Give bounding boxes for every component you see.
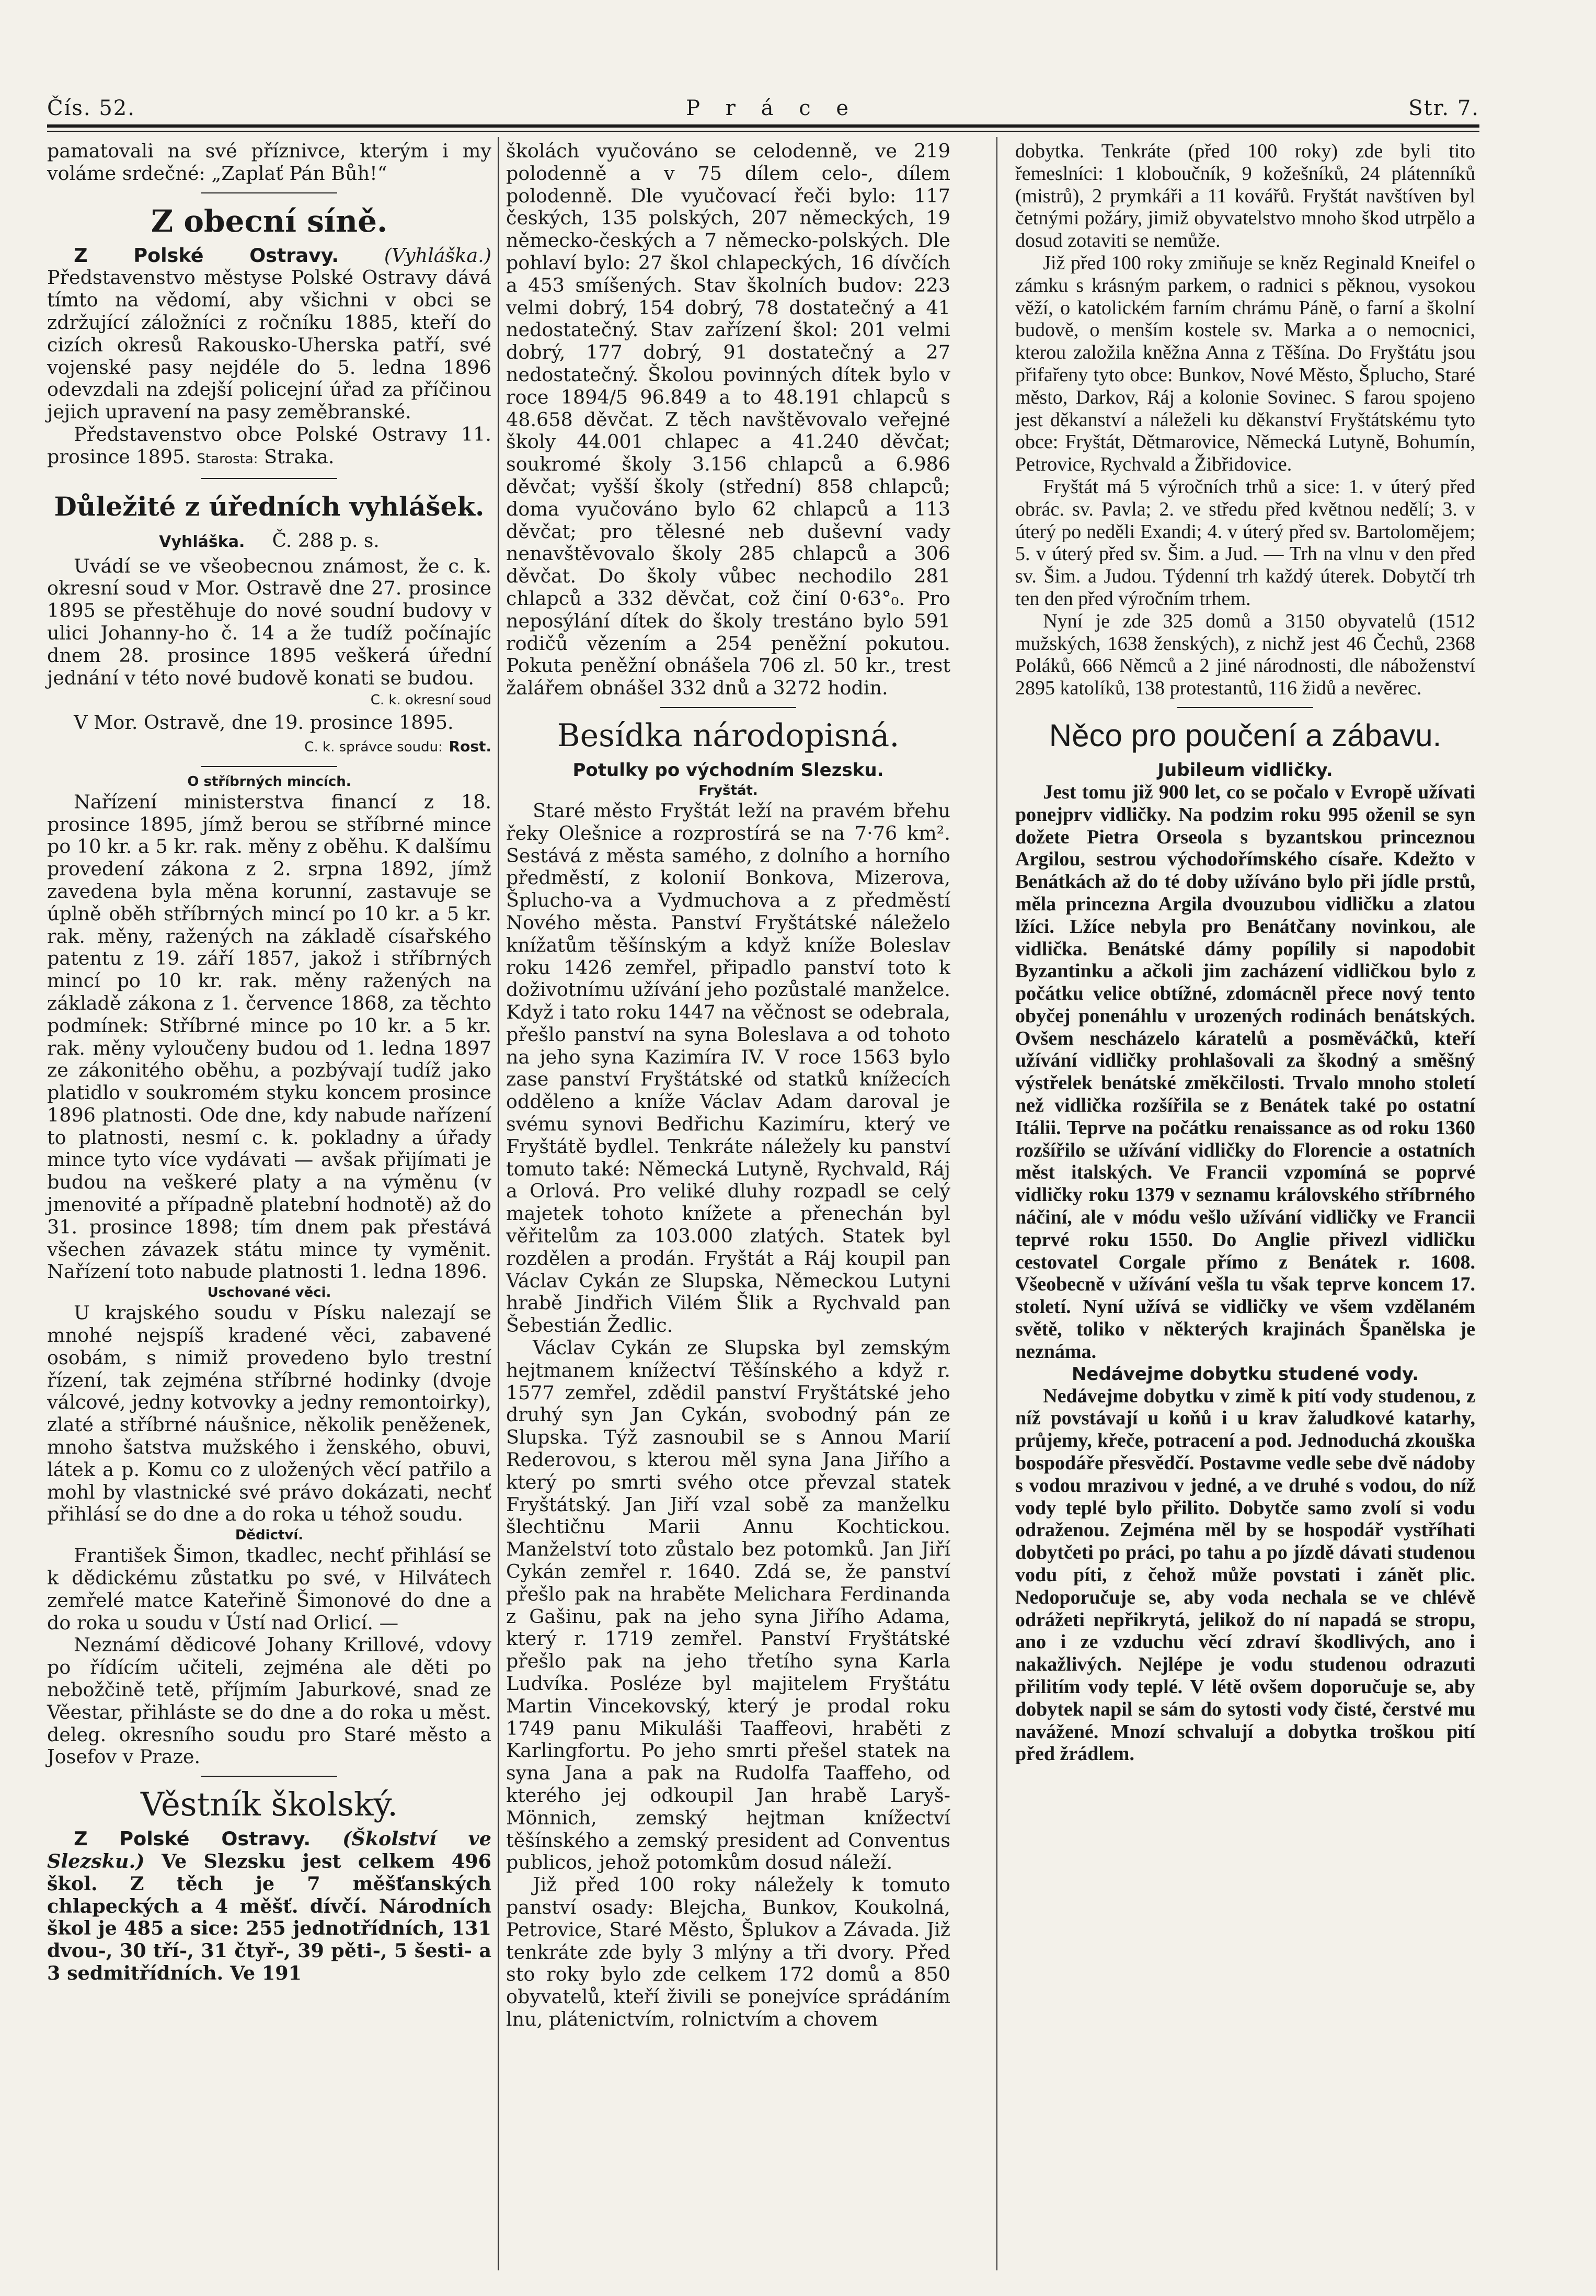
paragraph: Neznámí dědicové Johany Krillové, vdovy po řídícím učiteli, zejména ale děti po nebožčině tetě, příjmím Jaburkové, snad ze Věestar, přihláste se do dne a do roka u měst. deleg. okresního soudu pro Staré město a Josefov v Praze.: [47, 1634, 491, 1768]
subsection-heading: O stříbrných mincích.: [187, 773, 351, 790]
column-2: [506, 140, 950, 2031]
paragraph: dobytka. Tenkráte (před 100 roky) zde byli tito řemeslníci: 1 kloboučník, 9 kožešníků, 24 plátenníků (mistrů), 2 prymkáři a 11 kovářů. Fryštát navštíven byl četnými požáry, jimiž obyvatelstvo mnoho škod utrpělo a dosud zotaviti se nemůže.: [1015, 140, 1475, 252]
separator-rule: [201, 478, 337, 479]
section-heading: Důležité z úředních vyhlášek.: [54, 490, 485, 522]
notice-type: (Vyhláška.): [384, 244, 491, 267]
article-heading: Potulky po východním Slezsku.: [572, 759, 884, 781]
place-label: Z Polské Ostravy.: [74, 244, 339, 267]
place-label: Z Polské Ostravy.: [74, 1827, 311, 1850]
paragraph: Staré město Fryštát leží na pravém břehu řeky Olešnice a rozprostírá se na 7·76 km². Sestává z města samého, z dolního a horního předměstí, z kolonií Bonkova, Mizerova, Šplucho-va a Vydmuchova a z předměstí Nového města. Panství Fryštátské náleželo knížatům těšínským a když kníže Boleslav roku 1426 zemřel, připadlo panství toto k doživotnímu užívání jeho pozůstalé manželce. Když i tato roku 1447 na věčnost se odebrala, přešlo panství na syna Boleslava a od tohoto na jeho syna Kazimíra IV. V roce 1563 bylo zase panství Fryštátské od statků knížecích odděleno a kníže Václav Adam daroval je svému synovi Bedřichu Kazimíru, který ve Fryštátě bydlel. Tenkráte náležely ku panství tomuto také: Německá Lutyně, Rychvald, Ráj a Orlová. Pro veliké dluhy rozpadl se celý majetek tohoto knížete a přenechán byl věřitelům za 103.000 zlatých. Statek byl rozdělen a prodán. Fryštát a Ráj koupil pan Václav Cykán ze Slupska, Německou Lutyni hrabě Jindřich Vilém Šlik a Rychvald pan Šebestián Žedlic.: [506, 799, 950, 1337]
section-heading: Z obecní síně.: [151, 203, 388, 239]
paragraph: Václav Cykán ze Slupska byl zemským hejtmanem knížectví Těšínského a když r. 1577 zemřel, zdědil panství Fryštátské jeho druhý syn Jan Cykán, svobodný pán ze Slupska. Týž zasnoubil se s Annou Marií Rederovou, s kterou měl syna Jana Jiřího a který po smrti svého otce převzal statek Fryštátský. Jan Jiří vzal sobě za manželku šlechtičnu Marii Annu Kochtickou. Manželství toto zůstalo bez potomků. Jan Jiří Cykán zemřel r. 1640. Zdá se, že panství přešlo pak na hraběte Melichara Ferdinanda z Gašinu, pak na jeho syna Jiřího Adama, který r. 1719 zemřel. Panství Fryštátské přešlo pak na jeho třetího syna Karla Ludvíka. Posléze byl majitelem Fryštátu Martin Vincekovský, který je prodal roku 1749 panu Mikuláši Taaffeovi, hraběti z Karlingfortu. Po jeho smrti přešel statek na syna Jana a pak na Rudolfa Taaffeho, od kterého jej odkoupil Jan hrabě Laryš-Mönnich, zemský hejtman knížectví těšínského a zemský president ad Conventus publicos, jehož potomkům dosud náleží.: [506, 1337, 950, 1874]
column-3: [1015, 140, 1475, 1765]
masthead-title: P r á c e: [686, 96, 858, 120]
paragraph: Fryštát má 5 výročních trhů a sice: 1. v úterý před obrác. sv. Pavla; 2. ve středu před květnou nedělí; 3. v úterý po neděli Exandi; 4. v úterý před sv. Bartolomějem; 5. v úterý před sv. Šim. a Jud. — Trh na vlnu v den před sv. Šim. a Judou. Týdenní trh každý úterek. Dobytčí trh ten den před výročním trhem.: [1015, 475, 1475, 610]
article-heading: Nedávejme dobytku studené vody.: [1071, 1363, 1419, 1385]
page-number: Str. 7.: [1408, 96, 1479, 120]
signature-line: [47, 734, 491, 759]
notice-sign-date: Představenstvo obce Polské Ostravy 11. prosince 1895.: [47, 422, 491, 468]
signature-role: C. k. správce soudu:: [304, 739, 443, 755]
separator-rule: [660, 707, 796, 708]
article-heading: Jubileum vidličky.: [1157, 759, 1333, 781]
paragraph: Již před 100 roky zmiňuje se kněz Reginald Kneifel o zámku s krásným parkem, o radnici s pěknou, vysokou věží, o katolickém farním chrámu Páně, o farní a školní budově, o menším kostele sv. Marka a o nemocnici, kterou založila kněžna Anna z Těšína. Do Fryštátu jsou přifařeny tyto obce: Bunkov, Nové Město, Šplucho, Staré město, Darkov, Ráj a kolonie Sovinec. S farou spojeno jest děkanství a náleželi ku děkanství Fryštátskému tyto obce: Fryštát, Dětmarovice, Německá Lutyně, Bohumín, Petrovice, Rychvald a Žibřidovice.: [1015, 252, 1475, 476]
notice-text: Ve Slezsku jest celkem 496 škol. Z těch je 7 měšťanských chlapeckých a 4 měšť. dívčí. Národních škol je 485 a sice: 255 jednotřídních, 131 dvou-, 30 tří-, 31 čtyř-, 39 pěti-, 5 šesti- a 3 sedmitřídních. Ve 191: [47, 1850, 491, 1984]
page-header: [47, 84, 1479, 120]
notice-number: Č. 288 p. s.: [272, 530, 380, 552]
paragraph: Nařízení ministerstva financí z 18. prosince 1895, jímž berou se stříbrné mince po 10 kr. a 5 kr. rak. měny z oběhu. K dalšímu provedení zákona z 2. srpna 1892, jímž zavedena byla měna korunní, zastavuje se úplně oběh stříbrných mincí po 10 kr. a 5 kr. rak. měny, ražených na základě císařského patentu z 19. září 1857, jakož i stříbrných mincí po 10 kr. rak. měny ražených na základě zákona z 1. července 1868, za těchto podmínek: Stříbrné mince po 10 kr. a 5 kr. rak. měny vyloučeny budou od 1. ledna 1897 ze zákonitého oběhu, a pozbývají tudíž jako platidlo v soukromém styku koncem prosince 1896 platnosti. Ode dne, kdy nabude nařízení to platnosti, nesmí c. k. pokladny a úřady mince tyto více vydávati — avšak přijímati je budou na veškeré platy a na výměnu (v jmenovité a případně platební hodnotě) až do 31. prosince 1898; tím dnem pak přestává všechen závazek státu mince ty vyměnit. Nařízení toto nabude platnosti 1. ledna 1896.: [47, 790, 491, 1283]
separator-rule: [201, 766, 337, 767]
signature-name: Straka.: [264, 445, 335, 468]
paragraph: Jest tomu již 900 let, co se počalo v Evropě užívati ponejprv vidličky. Na podzim roku 995 oženil se syn dožete Pietra Orseola s byzantskou princeznou Argilou, sestrou východořímského císaře. Kdežto v Benátkách až do té doby užíváno bylo při jídle prstů, měla princezna Argila dvouzubou vidličku a zlatou lžíci. Lžíce nebyla pro Benátčany novinkou, ale vidlička. Benátské dámy popílily si napodobit Byzantinku a ačkoli jim zacházení vidličkou bylo z počátku velice obtížné, zdomácněl přece nový tento obyčej ponenáhlu v urozených rodinách benátských. Ovšem nescházelo káratelů a posměváčků, kteří užívání vidličky prohlašovali za škodný a směšný výstřelek benátské změkčilosti. Trvalo mnoho století než vidlička rozšířila se z Benátek také po ostatní Itálii. Teprve na počátku renaissance as od roku 1360 rozšířilo se užívání vidličky do Florencie a ostatních měst italských. Ve Francii vzpomíná se poprvé vidličky roku 1379 v seznamu královského stříbrného náčiní, ale v módu vešlo užívání vidličky ve Francii teprvé roku 1550. Do Anglie přivezl vidličku cestovatel Corgale přímo z Benátek r. 1608. Všeobecně v užívání vešla tu však teprve koncem 17. století. Nyní užívá se vidličky ve všem vzdělaném světě, toliko v některých krajinách Španělska je neznáma.: [1015, 781, 1475, 1363]
subsection-heading: Dědictví.: [235, 1527, 304, 1544]
paragraph: Uvádí se ve všeobecnou známost, že c. k. okresní soud v Mor. Ostravě dne 27. prosince 1895 se přestěhuje do nové soudní budovy v ulici Johanny-ho č. 14 a že tudíž počínajíc dnem 28. prosince 1895 veškerá úřední jednání v této nové budově konati se budou.: [47, 554, 491, 689]
signature-role: C. k. okresní soud: [370, 692, 491, 709]
column-divider: [498, 137, 499, 2270]
article-subheading: Fryštát.: [698, 782, 758, 798]
paragraph: Již před 100 roky náležely k tomuto panství osady: Blejcha, Bunkov, Koukolná, Petrovice, Staré Město, Šplukov a Závada. Již tenkráte zde byly 3 mlýny a tři dvory. Před sto roky bylo zde celkem 172 domů a 850 obyvatelů, kteří živili se ponejvíce sprádáním lnu, plátenictvím, rolnictvím a chovem: [506, 1874, 950, 2030]
separator-rule: [201, 192, 337, 193]
separator-rule: [1177, 707, 1313, 708]
notice-type: (Školství ve Slezsku.): [47, 1827, 491, 1872]
paragraph: [47, 1828, 491, 1985]
section-heading: Věstník školský.: [141, 1785, 398, 1824]
paragraph: školách vyučováno se celodenně, ve 219 polodenně a v 75 dílem celo-, dílem polodenně. Dle vyučovací řeči bylo: 117 českých, 135 polských, 207 německých, 19 německo-českých a 7 německo-polských. Dle pohlaví bylo: 27 škol chlapeckých, 16 dívčích a 453 smíšených. Stav školních budov: 223 velmi dobrý, 154 dobrý, 78 dostatečný a 41 nedostatečný. Stav zařízení škol: 201 velmi dobrý, 177 dobrý, 91 dostatečný a 27 nedostatečný. Školou povinných dítek bylo v roce 1894/5 96.849 a to 48.191 chlapců s 48.658 děvčat. Z těch navštěvovalo veřejné školy 44.001 chlapec a 41.240 děvčat; soukromé školy 3.156 chlapců a 6.986 děvčat; vyšší školy (střední) 858 chlapců; doma vyučováno bylo 62 chlapců a 113 děvčat; pro tělesné neb duševní vady nenavštěvovalo školy 285 chlapců a 306 děvčat. Do školy vůbec nechodilo 281 chlapců a 332 děvčat, což činí 0·63°₀. Pro neposýlání dítek do školy trestáno bylo 591 rodičů vězením a 254 peněžní pokutou. Pokuta peněžní obnášela 706 zl. 50 kr., trest žalářem obnášel 332 dnů a 3272 hodin.: [506, 140, 950, 700]
paragraph: [47, 245, 491, 424]
signature-role: Starosta:: [197, 451, 258, 467]
subsection-heading: Uschované věci.: [207, 1285, 331, 1301]
paragraph: Nedávejme dobytku v zimě k pití vody studenou, z níž povstávají u koňů i u krav žaludkové katarhy, průjemy, křeče, potracení a pod. Jednoduchá zkouška bospodáře přesvědčí. Postavme vedle sebe dvě nádoby s vodou mrazivou v jedné, a ve druhé s vodou, do níž vody teplé bylo přilito. Dobytče samo zvolí si vodu odraženou. Zejména měl by se hospodář vystříhati dobytčeti po práci, po tahu a po jízdě dávati studenou vodu píti, z čehož může povstati i zánět plic. Nedoporučuje se, aby voda nechala se ve chlévě odrážeti nepřikrytá, jelikož do ní napadá se stropu, ano i ze vzduchu věcí zdraví škodlivých, ano i nakažlivých. Nejlépe je vodu studenou odrazuti přilitím vody teplé. V létě ovšem doporučuje se, aby dobytek napil se sám do sytosti vody čisté, čerstvé mu navážené. Mnozí schvalují a dobytka troškou pití před žrádlem.: [1015, 1385, 1475, 1765]
paragraph: Nyní je zde 325 domů a 3150 obyvatelů (1512 mužských, 1638 ženských), z nichž jest 46 Čechů, 2368 Poláků, 666 Němců a 2 jiné národnosti, dle náboženství 2895 katolíků, 138 protestantů, 116 židů a nevěrec.: [1015, 610, 1475, 700]
paragraph: U krajského soudu v Písku nalezají se mnohé nejspíš kradené věci, zabavené osobám, s nimiž provedeno bylo trestní řízení, tak zejména stříbrné hodinky (dvoje válcové, jedny kotvovky a jedny remontoirky), zlaté a stříbrné náušnice, několik peněženek, mnoho šatstva mužského i ženského, obuvi, látek a p. Komu co z uložených věcí patřilo a mohl by vlastnické své právo dokázati, nechť přihlásí se do dne a do roka u téhož soudu.: [47, 1301, 491, 1526]
notice-text: Představenstvo městyse Polské Ostravy dává tímto na vědomí, aby všichni v obci se zdržující záložníci z ročníku 1885, kteří do cizích okresů Rakousko-Uherska patří, své vojenské pasy nejdéle do 5. ledna 1896 odevzdali na zdejší policejní úřad za příčinou jejich upravení na pasy zeměbranské.: [47, 266, 491, 424]
column-1: [47, 140, 491, 1985]
header-rule-thin: [47, 131, 1479, 132]
paragraph: pamatovali na své příznivce, kterým i my voláme srdečné: „Zaplať Pán Bůh!“: [47, 140, 491, 185]
paragraph: V Mor. Ostravě, dne 19. prosince 1895.: [74, 711, 454, 734]
notice-heading: [47, 530, 491, 553]
section-heading: Něco pro poučení a zábavu.: [1049, 717, 1442, 753]
section-heading: Besídka národopisná.: [557, 717, 900, 754]
column-divider: [996, 137, 997, 2270]
paragraph: [47, 424, 491, 471]
paragraph: František Šimon, tkadlec, nechť přihlásí se k dědickému zůstatku po své, v Hilvátech zemřelé matce Kateřině Šimonové do dne a do roka u soudu v Ústí nad Orlicí. —: [47, 1544, 491, 1634]
signature-name: Rost.: [449, 737, 491, 755]
issue-number: Čís. 52.: [47, 96, 135, 120]
header-rule: [47, 124, 1479, 128]
notice-type: Vyhláška.: [159, 532, 245, 551]
separator-rule: [201, 1776, 337, 1777]
